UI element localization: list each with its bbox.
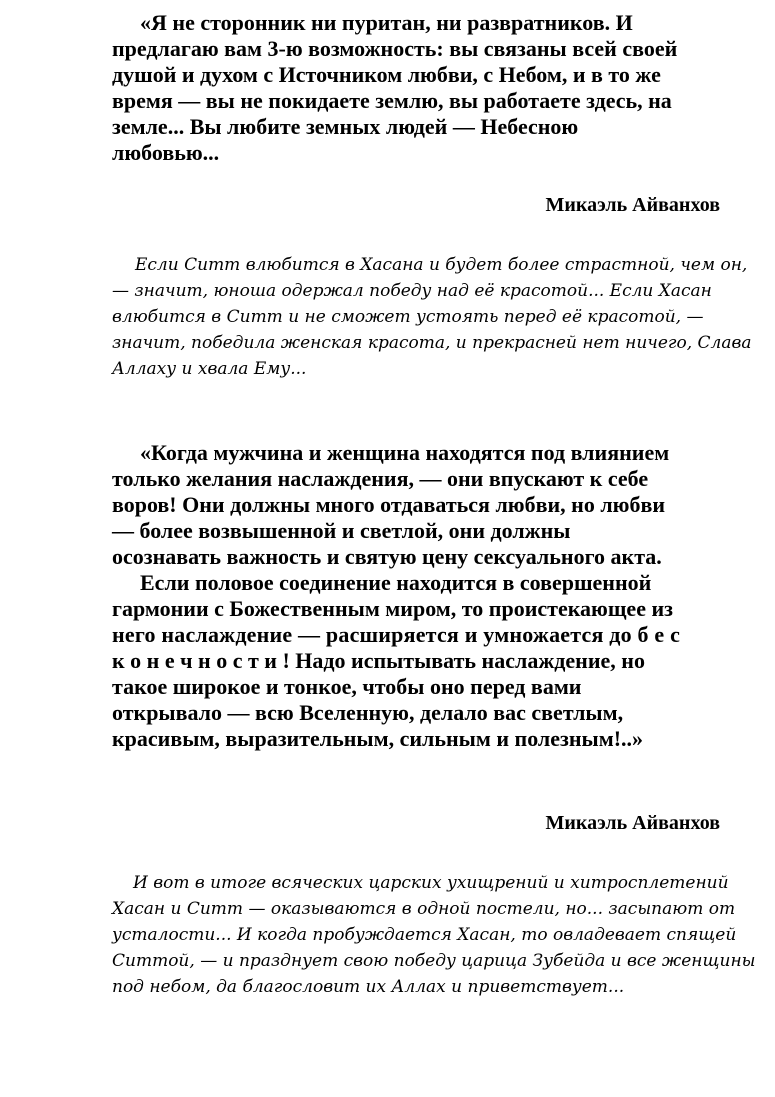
quote2-line: красивым, выразительным, сильным и полезным!..» <box>112 726 644 751</box>
quote2-line: такое широкое и тонкое, чтобы оно перед вами <box>112 674 582 699</box>
story2-line: И вот в итоге всяческих царских ухищрений и хитросплетений <box>133 873 729 893</box>
story1-line: Если Ситт влюбится в Хасана и будет более страстной, чем он, <box>135 255 748 275</box>
story2-line: усталости... И когда пробуждается Хасан, то овладевает спящей <box>112 925 737 945</box>
quote2-line: открывало — всю Вселенную, делало вас светлым, <box>112 700 624 725</box>
quote2-line: него наслаждение — расширяется и умножается до б е с <box>112 622 681 647</box>
story1-line: — значит, юноша одержал победу над её красотой... Если Хасан <box>112 281 712 301</box>
story1-line: Аллаху и хвала Ему... <box>112 359 307 379</box>
quote1-line: «Я не сторонник ни пуритан, ни развратников. И <box>140 10 633 35</box>
story2-line: Ситтой, — и празднует свою победу царица Зубейда и все женщины <box>112 951 756 971</box>
quote2-line: воров! Они должны много отдаваться любви, но любви <box>112 492 666 517</box>
quote2-line: Если половое соединение находится в совершенной <box>140 570 652 595</box>
quote2-line: «Когда мужчина и женщина находятся под влиянием <box>140 440 670 465</box>
quote1-line: любовью... <box>112 140 220 165</box>
quote1-line: земле... Вы любите земных людей — Небесною <box>112 114 579 139</box>
quote2-line: гармонии с Божественным миром, то проистекающее из <box>112 596 673 621</box>
story1-line: значит, победила женская красота, и прекрасней нет ничего, Слава <box>112 333 752 353</box>
story2-line: под небом, да благословит их Аллах и приветствует... <box>112 977 625 997</box>
quote2-author: Микаэль Айванхов <box>545 812 720 834</box>
story2-line: Хасан и Ситт — оказываются в одной постели, но... засыпают от <box>112 899 736 919</box>
quote1-line: предлагаю вам 3-ю возможность: вы связаны всей своей <box>112 36 678 61</box>
quote1-line: душой и духом с Источником любви, с Небом, и в то же <box>112 62 661 87</box>
quote2-line: — более возвышенной и светлой, они должны <box>112 518 571 543</box>
quote2-line: только желания наслаждения, — они впускают к себе <box>112 466 649 491</box>
quote2-line: осознавать важность и святую цену сексуального акта. <box>112 544 662 569</box>
story1-line: влюбится в Ситт и не сможет устоять перед её красотой, — <box>112 307 704 327</box>
quote1-author: Микаэль Айванхов <box>545 194 720 216</box>
quote1-line: время — вы не покидаете землю, вы работаете здесь, на <box>112 88 672 113</box>
quote2-line: к о н е ч н о с т и ! Надо испытывать наслаждение, но <box>112 648 645 673</box>
